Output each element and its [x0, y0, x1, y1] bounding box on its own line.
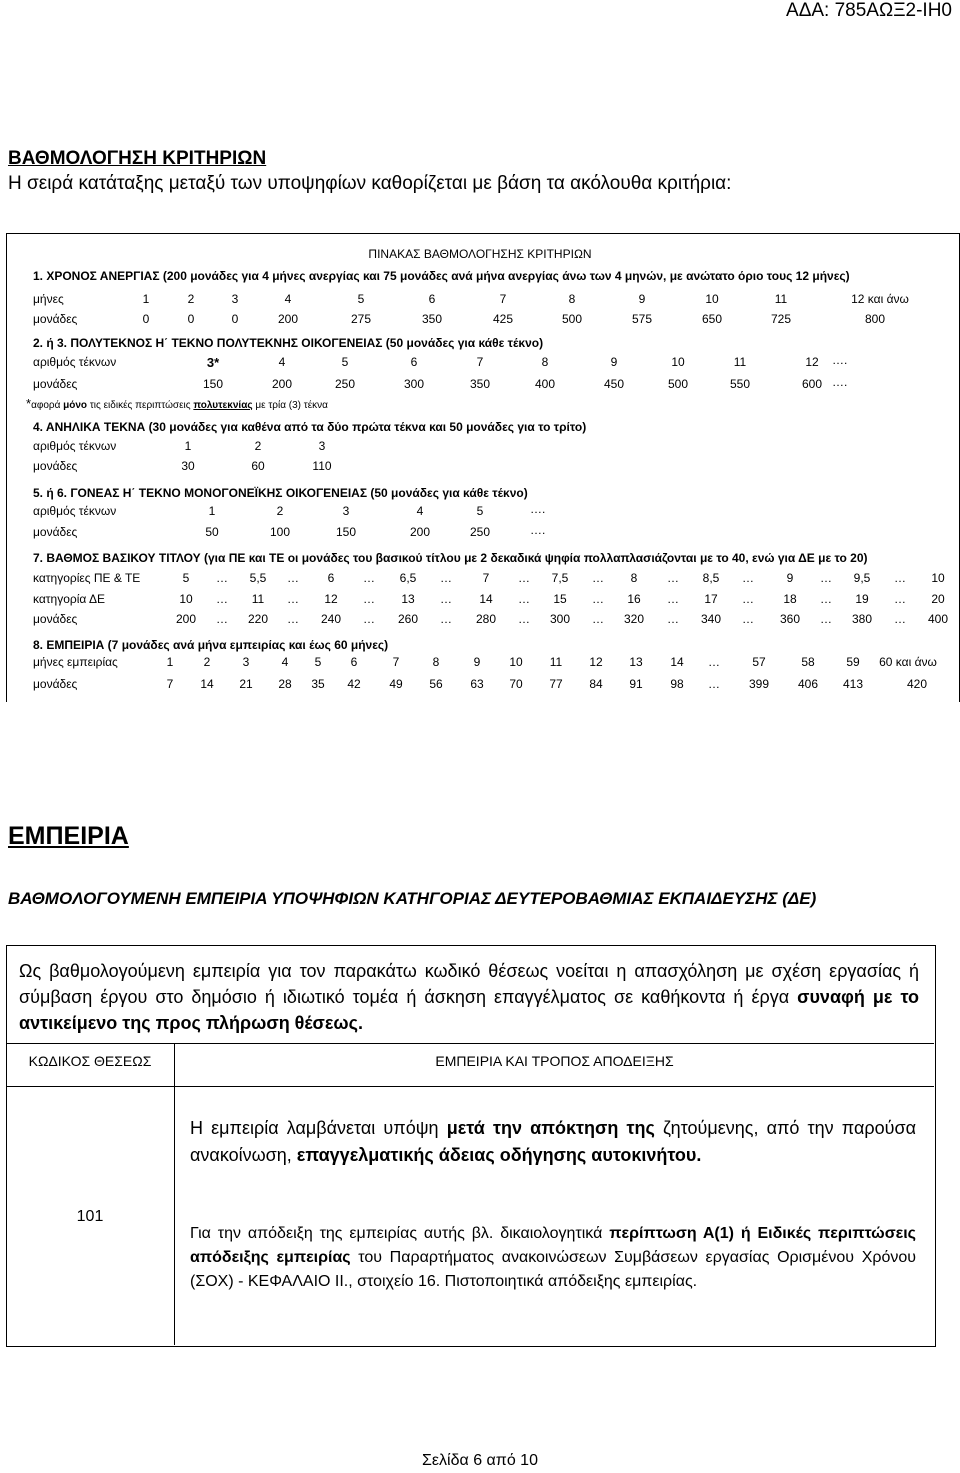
position-code: 101 [76, 1208, 104, 1225]
s7r1-cell: … [742, 571, 754, 585]
s5r2-cell: 50 [205, 525, 219, 539]
s7r2-cell: … [592, 592, 604, 606]
s1r2-cell: 200 [277, 312, 299, 326]
s2r1-cell: 4 [278, 355, 286, 369]
s5-row1-label: αριθμός τέκνων [33, 504, 117, 518]
s7r3-cell: … [216, 612, 228, 626]
s7r2-cell: 11 [251, 592, 265, 606]
s5-row2-ellipsis: …. [530, 523, 546, 537]
s1r1-cell: 8 [568, 292, 576, 306]
s2r2-cell: 450 [603, 377, 625, 391]
s7-row2-label: κατηγορία ΔΕ [33, 592, 105, 606]
s8r2-cell: 98 [670, 677, 684, 691]
s8r1-cell: 5 [314, 655, 322, 669]
s7-row1-label: κατηγορίες ΠΕ & ΤΕ [33, 571, 141, 585]
s7r2-cell: 14 [479, 592, 493, 606]
s8r1-cell: 12 [589, 655, 603, 669]
s7r3-cell: 200 [175, 612, 197, 626]
s7r2-cell: … [894, 592, 906, 606]
s7r1-cell: 9 [786, 571, 794, 585]
s7r2-cell: 20 [931, 592, 945, 606]
experience-title: ΕΜΠΕΙΡΙΑ [8, 822, 129, 850]
s7r2-cell: … [667, 592, 679, 606]
s7r3-cell: … [667, 612, 679, 626]
footnote-text-c: τις ειδικές περιπτώσεις [87, 400, 194, 411]
s1r1-cell: 2 [187, 292, 195, 306]
s1r1-cell: 4 [284, 292, 292, 306]
s1r1-cell: 3 [231, 292, 239, 306]
s8r2-cell: 77 [549, 677, 563, 691]
s7r3-cell: … [287, 612, 299, 626]
s2-row1-label: αριθμός τέκνων [33, 355, 117, 369]
s2r1-cell: 5 [341, 355, 349, 369]
s7r1-cell: 9,5 [853, 571, 871, 585]
s1r1-cell: 10 [705, 292, 719, 306]
s8r1-cell: 10 [509, 655, 523, 669]
s7r2-cell: 10 [179, 592, 193, 606]
s8r1-cell: 58 [801, 655, 815, 669]
req-text-d: επαγγελματικής άδειας οδήγησης αυτοκινήτου. [296, 1145, 702, 1165]
s8r2-cell: 63 [470, 677, 484, 691]
s8-row2-label: μονάδες [33, 677, 78, 691]
s7r2-cell: 17 [704, 592, 718, 606]
s8r2-cell: 413 [842, 677, 864, 691]
proof-text-c: του Παραρτήματος ανακοινώσεων Συμβάσεων εργασίας Ορισμένου Χρόνου (ΣΟΧ) - ΚΕΦΑΛΑΙΟ ΙΙ., στοιχείο 16. Πιστοποιητικά απόδειξης εμπειρίας. [190, 1249, 917, 1290]
s1r2-cell: 575 [631, 312, 653, 326]
s7r1-cell: … [216, 571, 228, 585]
s7r3-cell: … [440, 612, 452, 626]
s7r2-cell: … [287, 592, 299, 606]
s7r1-cell: … [592, 571, 604, 585]
s7r3-cell: 240 [320, 612, 342, 626]
req-text-b: μετά την απόκτηση της [446, 1118, 655, 1138]
s1r2-cell: 425 [492, 312, 514, 326]
s8-row1-label: μήνες εμπειρίας [33, 655, 118, 669]
criteria-title: ΒΑΘΜΟΛΟΓΗΣΗ ΚΡΙΤΗΡΙΩΝ [8, 148, 267, 169]
s7r3-cell: 340 [700, 612, 722, 626]
s4r1-cell: 1 [184, 439, 192, 453]
s2r2-cell: 600 [801, 377, 823, 391]
experience-intro-bold: συναφή με το αντικείμενο της προς πλήρωση θέσεως. [19, 987, 919, 1033]
s2r1-cell: 11 [733, 355, 747, 369]
s5r2-cell: 150 [335, 525, 357, 539]
s1r1-cell: 7 [499, 292, 507, 306]
s1r1-cell: 12 και άνω [851, 292, 909, 306]
s7r2-cell: … [742, 592, 754, 606]
s8r2-cell: 84 [589, 677, 603, 691]
s1r2-cell: 0 [142, 312, 150, 326]
s2-heading: 2. ή 3. ΠΟΛΥΤΕΚΝΟΣ Η΄ ΤΕΚΝΟ ΠΟΛΥΤΕΚΝΗΣ ΟΙΚΟΓΕΝΕΙΑΣ (50 μονάδες για κάθε τέκνο) [33, 336, 544, 350]
req-text-a: Η εμπειρία λαμβάνεται υπόψη [190, 1118, 447, 1138]
s8r1-cell: 13 [629, 655, 643, 669]
s8r1-cell: 57 [752, 655, 766, 669]
s1r2-cell: 350 [421, 312, 443, 326]
s7r3-cell: 380 [851, 612, 873, 626]
s8r2-cell: 56 [429, 677, 443, 691]
s8r1-cell: 6 [350, 655, 358, 669]
s7r1-cell: 5,5 [249, 571, 267, 585]
s7-row3-label: μονάδες [33, 612, 78, 626]
s4r2-cell: 110 [312, 459, 332, 473]
s7r2-cell: 15 [553, 592, 567, 606]
s1r2-cell: 0 [231, 312, 239, 326]
s5r2-cell: 100 [269, 525, 291, 539]
s2r2-cell: 250 [334, 377, 356, 391]
s2r1-cell: 7 [476, 355, 484, 369]
s1-heading: 1. ΧΡΟΝΟΣ ΑΝΕΡΓΙΑΣ (200 μονάδες για 4 μήνες ανεργίας και 75 μονάδες ανά μήνα ανεργίας άνω των 4 μηνών, με ανώτατο όριο τους 12 μήνες) [33, 269, 850, 283]
proof-text-a: Για την απόδειξη της εμπειρίας αυτής βλ. δικαιολογητικά [190, 1225, 610, 1242]
s1r2-cell: 650 [701, 312, 723, 326]
s7r3-cell: … [363, 612, 375, 626]
s2r1-cell: 8 [541, 355, 549, 369]
s7r3-cell: 400 [927, 612, 949, 626]
footnote-star: * [26, 396, 32, 411]
s2r2-cell: 400 [534, 377, 556, 391]
s4r1-cell: 3 [318, 439, 326, 453]
experience-intro [19, 958, 919, 1036]
s4r2-cell: 30 [181, 459, 195, 473]
s7r2-cell: … [820, 592, 832, 606]
s7r3-cell: … [894, 612, 906, 626]
s2r2-cell: 500 [667, 377, 689, 391]
s8r1-cell: 14 [670, 655, 684, 669]
s8r1-cell: 3 [242, 655, 250, 669]
s7r3-cell: 320 [623, 612, 645, 626]
s8r2-cell: 28 [278, 677, 292, 691]
page-number: Σελίδα 6 από 10 [422, 1452, 538, 1469]
s7r3-cell: 300 [549, 612, 571, 626]
s7r1-cell: … [820, 571, 832, 585]
s8r2-cell: 406 [797, 677, 819, 691]
s8r2-cell: 42 [347, 677, 361, 691]
s7r1-cell: … [363, 571, 375, 585]
criteria-intro: Η σειρά κατάταξης μεταξύ των υποψηφίων καθορίζεται με βάση τα ακόλουθα κριτήρια: [8, 173, 732, 194]
s5-heading: 5. ή 6. ΓΟΝΕΑΣ Η΄ ΤΕΚΝΟ ΜΟΝΟΓΟΝΕΪΚΗΣ ΟΙΚΟΓΕΝΕΙΑΣ (50 μονάδες για κάθε τέκνο) [33, 486, 528, 500]
s2r1-cell: 10 [671, 355, 685, 369]
s8r1-cell: 7 [392, 655, 400, 669]
s2r2-cell: 350 [469, 377, 491, 391]
s1-row1-label: μήνες [33, 292, 64, 306]
s7r1-cell: 5 [182, 571, 190, 585]
experience-proof [190, 1222, 916, 1294]
s7r1-cell: … [440, 571, 452, 585]
s7r2-cell: 19 [855, 592, 869, 606]
s2r1-cell: 6 [410, 355, 418, 369]
s8r1-cell: 59 [846, 655, 860, 669]
s2r1-cell: 3* [206, 355, 220, 370]
s4r2-cell: 60 [251, 459, 265, 473]
s2r1-cell: 12 [805, 355, 819, 369]
s4-row2-label: μονάδες [33, 459, 78, 473]
s8r2-cell: 21 [239, 677, 253, 691]
s1-row2-label: μονάδες [33, 312, 78, 326]
col-header-experience: ΕΜΠΕΙΡΙΑ ΚΑΙ ΤΡΟΠΟΣ ΑΠΟΔΕΙΞΗΣ [435, 1053, 674, 1069]
s8r1-cell: 60 και άνω [879, 655, 937, 669]
s7r3-cell: … [592, 612, 604, 626]
s2r2-cell: 550 [729, 377, 751, 391]
s7r3-cell: … [518, 612, 530, 626]
s8r2-cell: … [708, 677, 720, 691]
s1r2-cell: 500 [561, 312, 583, 326]
s2r2-cell: 200 [271, 377, 293, 391]
s1r1-cell: 5 [357, 292, 365, 306]
footnote-text-e: με τρία (3) τέκνα [252, 400, 328, 411]
s2-row2-label: μονάδες [33, 377, 78, 391]
s7r1-cell: 7,5 [551, 571, 569, 585]
s8r1-cell: 9 [473, 655, 481, 669]
s7r2-cell: … [440, 592, 452, 606]
s5r2-cell: 250 [469, 525, 491, 539]
s7r3-cell: 280 [475, 612, 497, 626]
s1r1-cell: 11 [774, 292, 788, 306]
s5-row2-label: μονάδες [33, 525, 78, 539]
footnote-text-a: αφορά [31, 400, 64, 411]
s8r2-cell: 399 [748, 677, 770, 691]
s7r1-cell: 8 [630, 571, 638, 585]
s7r3-cell: … [742, 612, 754, 626]
s8r2-cell: 91 [629, 677, 643, 691]
s2r2-cell: 150 [202, 377, 224, 391]
s7r1-cell: … [667, 571, 679, 585]
s1r1-cell: 6 [428, 292, 436, 306]
criteria-table-title: ΠΙΝΑΚΑΣ ΒΑΘΜΟΛΟΓΗΣΗΣ ΚΡΙΤΗΡΙΩΝ [368, 247, 592, 261]
experience-subtitle: ΒΑΘΜΟΛΟΓΟΥΜΕΝΗ ΕΜΠΕΙΡΙΑ ΥΠΟΨΗΦΙΩΝ ΚΑΤΗΓΟΡΙΑΣ ΔΕΥΤΕΡΟΒΑΘΜΙΑΣ ΕΚΠΑΙΔΕΥΣΗΣ (ΔΕ) [8, 889, 817, 908]
s1r2-cell: 0 [187, 312, 195, 326]
s7r1-cell: 8,5 [702, 571, 720, 585]
s2-row2-ellipsis: …. [832, 375, 848, 389]
s4-row1-label: αριθμός τέκνων [33, 439, 117, 453]
s8r2-cell: 420 [906, 677, 928, 691]
footnote-text-b: μόνο [63, 400, 88, 411]
s5r1-cell: 5 [476, 504, 484, 518]
footnote-text-d: πολυτεκνίας [193, 400, 253, 411]
s2-footnote [26, 395, 328, 413]
s7r1-cell: 6 [327, 571, 335, 585]
s7r3-cell: 360 [779, 612, 801, 626]
s8r2-cell: 70 [509, 677, 523, 691]
s8r2-cell: 49 [389, 677, 403, 691]
s4-heading: 4. ΑΝΗΛΙΚΑ ΤΕΚΝΑ (30 μονάδες για καθένα από τα δύο πρώτα τέκνα και 50 μονάδες για το τρίτο) [33, 420, 587, 434]
s2r2-cell: 300 [403, 377, 425, 391]
proof-text-b: περίπτωση Α(1) ή Ειδικές περιπτώσεις απόδειξης εμπειρίας [190, 1225, 916, 1266]
s7r1-cell: … [287, 571, 299, 585]
s1r1-cell: 1 [142, 292, 150, 306]
s1r1-cell: 9 [638, 292, 646, 306]
s4r1-cell: 2 [254, 439, 262, 453]
experience-requirement [190, 1115, 916, 1169]
s5r1-cell: 2 [276, 504, 284, 518]
s7r2-cell: … [518, 592, 530, 606]
s8r1-cell: … [708, 655, 720, 669]
s7r3-cell: 260 [397, 612, 419, 626]
experience-intro-text: Ως βαθμολογούμενη εμπειρία για τον παρακάτω κωδικό θέσεως νοείται η απασχόληση με σχέση εργασίας ή σύμβαση έργου στο δημόσιο ή ιδιωτικό τομέα ή άσκηση επαγγέλματος σε καθήκοντα ή έργα [19, 961, 919, 1007]
s7r1-cell: 6,5 [399, 571, 417, 585]
ada-code: ΑΔΑ: 785ΑΩΞ2-ΙΗ0 [786, 0, 952, 21]
s7-heading: 7. ΒΑΘΜΟΣ ΒΑΣΙΚΟΥ ΤΙΤΛΟΥ (για ΠΕ και ΤΕ οι μονάδες του βασικού τίτλου με 2 δεκαδικά ψηφία πολλαπλασιάζονται με το 40, ενώ για ΔΕ με το 20) [33, 551, 868, 565]
s7r2-cell: … [363, 592, 375, 606]
s5r2-cell: 200 [409, 525, 431, 539]
s7r2-cell: … [216, 592, 228, 606]
s7r2-cell: 12 [324, 592, 338, 606]
s7r2-cell: 16 [627, 592, 641, 606]
s5r1-cell: 4 [416, 504, 424, 518]
s5r1-cell: 3 [342, 504, 350, 518]
s7r3-cell: … [820, 612, 832, 626]
s1r2-cell: 725 [770, 312, 792, 326]
s7r1-cell: … [894, 571, 906, 585]
experience-column-divider [174, 1043, 175, 1345]
col-header-code: ΚΩΔΙΚΟΣ ΘΕΣΕΩΣ [28, 1053, 152, 1069]
s8r1-cell: 8 [432, 655, 440, 669]
s7r2-cell: 18 [783, 592, 797, 606]
req-text-c: ζητούμενης, από την παρούσα ανακοίνωση, [190, 1118, 916, 1165]
s8r1-cell: 11 [549, 655, 563, 669]
s5r1-cell: 1 [208, 504, 216, 518]
s8r1-cell: 1 [166, 655, 174, 669]
s7r1-cell: 10 [931, 571, 945, 585]
s8r1-cell: 2 [203, 655, 211, 669]
s1r2-cell: 800 [864, 312, 886, 326]
s8r1-cell: 4 [281, 655, 289, 669]
s7r1-cell: 7 [482, 571, 490, 585]
s7r3-cell: 220 [247, 612, 269, 626]
s2r1-cell: 9 [610, 355, 618, 369]
s7r1-cell: … [518, 571, 530, 585]
s2-row1-ellipsis: …. [832, 353, 848, 367]
s8r2-cell: 35 [311, 677, 325, 691]
s8-heading: 8. ΕΜΠΕΙΡΙΑ (7 μονάδες ανά μήνα εμπειρίας και έως 60 μήνες) [33, 638, 389, 652]
s8r2-cell: 14 [200, 677, 214, 691]
s5-row1-ellipsis: …. [530, 502, 546, 516]
s7r2-cell: 13 [401, 592, 415, 606]
s8r2-cell: 7 [166, 677, 174, 691]
s1r2-cell: 275 [350, 312, 372, 326]
